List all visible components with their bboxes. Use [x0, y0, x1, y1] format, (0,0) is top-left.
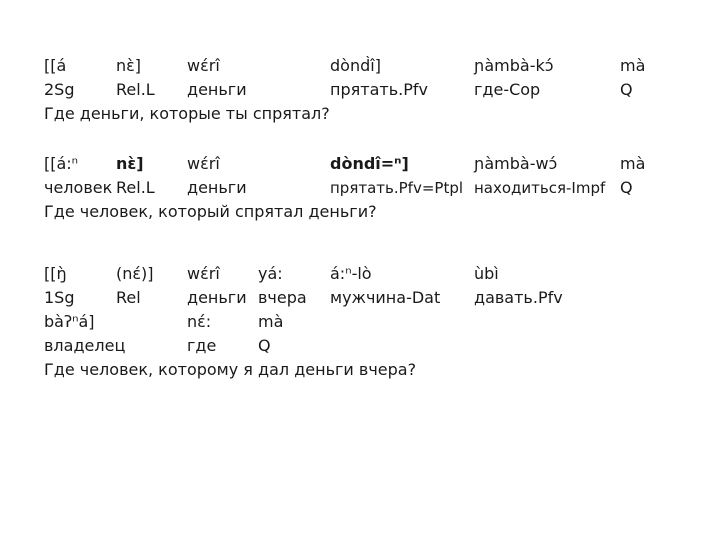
- ex1-gloss-2: Rel.L: [116, 80, 155, 99]
- ex1-gloss-5: где-Cop: [474, 80, 541, 99]
- ex3-word-9: mà: [258, 312, 284, 331]
- ex2-gloss-5: находиться-Impf: [474, 179, 606, 197]
- ex3-gloss-4: вчера: [258, 288, 307, 307]
- ex3-word-6: ùbì: [474, 264, 499, 283]
- ex3-word-1: [[ŋ̀: [44, 264, 67, 283]
- ex2-translation: Где человек, который спрятал деньги?: [44, 202, 377, 221]
- ex3-gloss-1: 1Sg: [44, 288, 75, 307]
- ex3-word-4: yá:: [258, 264, 283, 283]
- ex1-word-3: wɛ́rî: [187, 56, 220, 75]
- ex1-gloss-1: 2Sg: [44, 80, 75, 99]
- ex1-word-4: dònd̀î]: [330, 56, 381, 75]
- ex3-gloss-6: давать.Pfv: [474, 288, 563, 307]
- ex3-word-3: wɛ́rî: [187, 264, 220, 283]
- ex2-word-6: mà: [620, 154, 646, 173]
- ex3-word-8: nɛ́:: [187, 312, 212, 331]
- ex3-word-7: bàʔⁿá]: [44, 312, 95, 331]
- ex2-word-3: wɛ́rî: [187, 154, 220, 173]
- ex3-gloss-5: мужчина-Dat: [330, 288, 441, 307]
- ex2-word-2: nɛ̀]: [116, 154, 144, 173]
- ex1-word-5: ɲàmbà-kɔ́: [474, 56, 554, 75]
- ex2-gloss-3: деньги: [187, 178, 247, 197]
- ex1-translation: Где деньги, которые ты спрятал?: [44, 104, 330, 123]
- ex1-gloss-4: прятать.Pfv: [330, 80, 428, 99]
- ex3-gloss-9: Q: [258, 336, 271, 355]
- ex1-gloss-6: Q: [620, 80, 633, 99]
- ex1-word-6: mà: [620, 56, 646, 75]
- ex3-gloss-8: где: [187, 336, 217, 355]
- ex3-word-2: (nɛ́)]: [116, 264, 154, 283]
- ex3-translation: Где человек, которому я дал деньги вчера?: [44, 360, 417, 379]
- ex3-word-5: á:ⁿ-lò: [330, 264, 372, 283]
- ex2-word-4: dòndî=ⁿ]: [330, 154, 409, 173]
- ex2-gloss-6: Q: [620, 178, 633, 197]
- ex2-gloss-1: человек: [44, 178, 113, 197]
- ex1-word-2: nɛ̀]: [116, 56, 142, 75]
- ex3-gloss-7: владелец: [44, 336, 126, 355]
- ex3-gloss-3: деньги: [187, 288, 247, 307]
- ex2-gloss-2: Rel.L: [116, 178, 155, 197]
- ex2-word-5: ɲàmbà-wɔ́: [474, 154, 558, 173]
- ex1-word-1: [[á: [44, 56, 67, 75]
- ex1-gloss-3: деньги: [187, 80, 247, 99]
- ex3-gloss-2: Rel: [116, 288, 141, 307]
- ex2-word-1: [[á:ⁿ: [44, 154, 79, 173]
- ex2-gloss-4: прятать.Pfv=Ptpl: [330, 179, 464, 197]
